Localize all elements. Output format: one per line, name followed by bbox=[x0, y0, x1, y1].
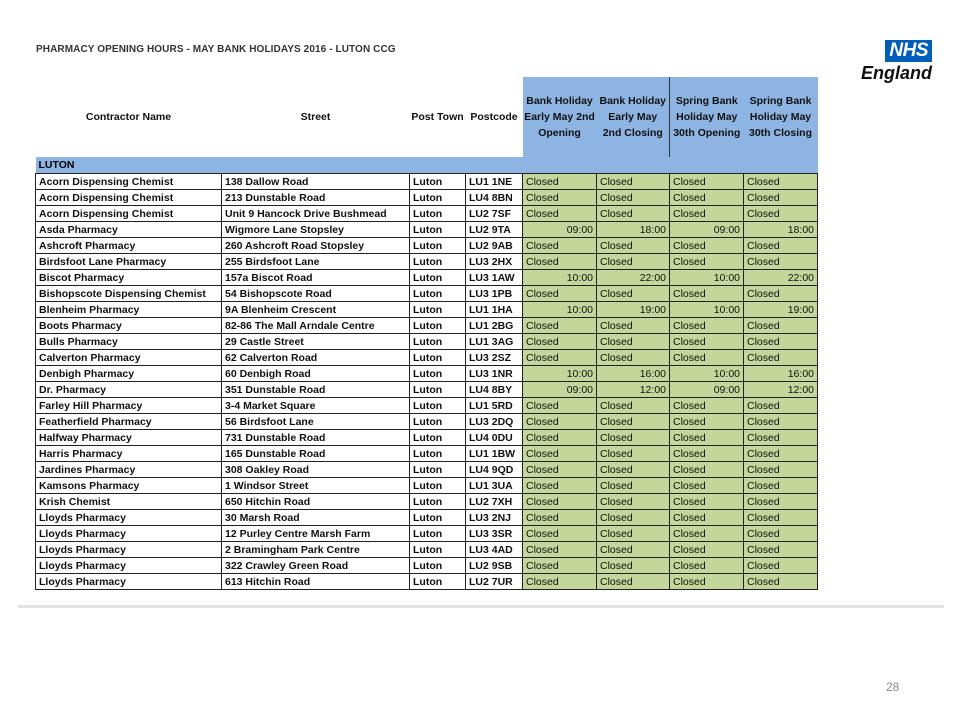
cell-early-may-opening: Closed bbox=[523, 334, 597, 350]
cell-spring-opening: Closed bbox=[670, 286, 744, 302]
table-row bbox=[36, 430, 818, 446]
cell-street: 731 Dunstable Road bbox=[222, 430, 410, 446]
header-street: Street bbox=[222, 77, 410, 157]
cell-early-may-opening: Closed bbox=[523, 526, 597, 542]
table-row bbox=[36, 334, 818, 350]
header-contractor-name: Contractor Name bbox=[36, 77, 222, 157]
table-row bbox=[36, 494, 818, 510]
cell-contractor-name: Halfway Pharmacy bbox=[36, 430, 222, 446]
cell-street: 322 Crawley Green Road bbox=[222, 558, 410, 574]
cell-early-may-closing: Closed bbox=[597, 174, 670, 190]
cell-postcode: LU3 2SZ bbox=[466, 350, 523, 366]
cell-early-may-closing: Closed bbox=[597, 510, 670, 526]
cell-post-town: Luton bbox=[410, 286, 466, 302]
cell-spring-opening: 09:00 bbox=[670, 222, 744, 238]
cell-spring-closing: Closed bbox=[744, 558, 818, 574]
table-row bbox=[36, 462, 818, 478]
cell-early-may-opening: Closed bbox=[523, 318, 597, 334]
table-row bbox=[36, 318, 818, 334]
cell-street: 9A Blenheim Crescent bbox=[222, 302, 410, 318]
cell-contractor-name: Asda Pharmacy bbox=[36, 222, 222, 238]
table-row bbox=[36, 558, 818, 574]
cell-early-may-opening: Closed bbox=[523, 558, 597, 574]
cell-street: 308 Oakley Road bbox=[222, 462, 410, 478]
cell-postcode: LU1 1HA bbox=[466, 302, 523, 318]
cell-spring-opening: Closed bbox=[670, 334, 744, 350]
region-row bbox=[36, 157, 818, 174]
cell-early-may-closing: Closed bbox=[597, 398, 670, 414]
cell-early-may-closing: Closed bbox=[597, 334, 670, 350]
table-row bbox=[36, 222, 818, 238]
cell-contractor-name: Lloyds Pharmacy bbox=[36, 510, 222, 526]
cell-spring-closing: Closed bbox=[744, 254, 818, 270]
cell-post-town: Luton bbox=[410, 318, 466, 334]
cell-spring-closing: Closed bbox=[744, 462, 818, 478]
cell-contractor-name: Calverton Pharmacy bbox=[36, 350, 222, 366]
opening-hours-table bbox=[35, 77, 818, 590]
table-row bbox=[36, 286, 818, 302]
table-row bbox=[36, 366, 818, 382]
cell-street: 138 Dallow Road bbox=[222, 174, 410, 190]
cell-early-may-opening: Closed bbox=[523, 494, 597, 510]
cell-postcode: LU3 2HX bbox=[466, 254, 523, 270]
cell-post-town: Luton bbox=[410, 222, 466, 238]
cell-postcode: LU2 7XH bbox=[466, 494, 523, 510]
cell-contractor-name: Biscot Pharmacy bbox=[36, 270, 222, 286]
cell-post-town: Luton bbox=[410, 414, 466, 430]
cell-post-town: Luton bbox=[410, 430, 466, 446]
cell-spring-closing: Closed bbox=[744, 238, 818, 254]
cell-spring-closing: Closed bbox=[744, 414, 818, 430]
table-row bbox=[36, 446, 818, 462]
cell-early-may-opening: Closed bbox=[523, 254, 597, 270]
cell-postcode: LU2 7UR bbox=[466, 574, 523, 590]
cell-contractor-name: Birdsfoot Lane Pharmacy bbox=[36, 254, 222, 270]
cell-early-may-opening: Closed bbox=[523, 510, 597, 526]
header-postcode: Postcode bbox=[466, 77, 523, 157]
cell-post-town: Luton bbox=[410, 270, 466, 286]
table-row bbox=[36, 510, 818, 526]
cell-postcode: LU1 2BG bbox=[466, 318, 523, 334]
cell-spring-closing: 12:00 bbox=[744, 382, 818, 398]
cell-early-may-closing: Closed bbox=[597, 286, 670, 302]
header-post-town: Post Town bbox=[410, 77, 466, 157]
cell-early-may-opening: Closed bbox=[523, 542, 597, 558]
cell-postcode: LU3 3SR bbox=[466, 526, 523, 542]
cell-postcode: LU1 3AG bbox=[466, 334, 523, 350]
cell-postcode: LU4 8BN bbox=[466, 190, 523, 206]
cell-contractor-name: Acorn Dispensing Chemist bbox=[36, 190, 222, 206]
cell-post-town: Luton bbox=[410, 446, 466, 462]
cell-spring-opening: Closed bbox=[670, 190, 744, 206]
cell-street: 1 Windsor Street bbox=[222, 478, 410, 494]
cell-street: 56 Birdsfoot Lane bbox=[222, 414, 410, 430]
table-row bbox=[36, 350, 818, 366]
cell-street: 650 Hitchin Road bbox=[222, 494, 410, 510]
cell-spring-opening: Closed bbox=[670, 494, 744, 510]
cell-street: 3-4 Market Square bbox=[222, 398, 410, 414]
cell-postcode: LU3 2NJ bbox=[466, 510, 523, 526]
cell-street: 2 Bramingham Park Centre bbox=[222, 542, 410, 558]
cell-spring-opening: Closed bbox=[670, 414, 744, 430]
cell-spring-closing: 22:00 bbox=[744, 270, 818, 286]
cell-postcode: LU2 9AB bbox=[466, 238, 523, 254]
cell-early-may-opening: Closed bbox=[523, 206, 597, 222]
cell-spring-opening: 10:00 bbox=[670, 270, 744, 286]
cell-street: 82-86 The Mall Arndale Centre bbox=[222, 318, 410, 334]
cell-early-may-closing: Closed bbox=[597, 350, 670, 366]
table-row bbox=[36, 254, 818, 270]
cell-post-town: Luton bbox=[410, 206, 466, 222]
cell-postcode: LU1 5RD bbox=[466, 398, 523, 414]
cell-spring-opening: Closed bbox=[670, 430, 744, 446]
cell-early-may-closing: Closed bbox=[597, 542, 670, 558]
cell-post-town: Luton bbox=[410, 254, 466, 270]
cell-contractor-name: Bulls Pharmacy bbox=[36, 334, 222, 350]
cell-spring-closing: Closed bbox=[744, 430, 818, 446]
cell-spring-opening: Closed bbox=[670, 174, 744, 190]
cell-early-may-opening: Closed bbox=[523, 446, 597, 462]
cell-contractor-name: Featherfield Pharmacy bbox=[36, 414, 222, 430]
cell-spring-opening: 10:00 bbox=[670, 302, 744, 318]
cell-spring-closing: Closed bbox=[744, 510, 818, 526]
cell-post-town: Luton bbox=[410, 462, 466, 478]
cell-street: Wigmore Lane Stopsley bbox=[222, 222, 410, 238]
cell-early-may-closing: Closed bbox=[597, 446, 670, 462]
cell-early-may-closing: Closed bbox=[597, 206, 670, 222]
cell-postcode: LU2 9SB bbox=[466, 558, 523, 574]
table-row bbox=[36, 302, 818, 318]
cell-contractor-name: Dr. Pharmacy bbox=[36, 382, 222, 398]
cell-early-may-opening: 09:00 bbox=[523, 382, 597, 398]
cell-postcode: LU1 1BW bbox=[466, 446, 523, 462]
cell-street: 260 Ashcroft Road Stopsley bbox=[222, 238, 410, 254]
header-early-may-opening: Bank Holiday Early May 2nd Opening bbox=[523, 77, 597, 157]
cell-contractor-name: Jardines Pharmacy bbox=[36, 462, 222, 478]
cell-early-may-opening: 10:00 bbox=[523, 270, 597, 286]
cell-postcode: LU3 2DQ bbox=[466, 414, 523, 430]
table-row bbox=[36, 414, 818, 430]
cell-contractor-name: Acorn Dispensing Chemist bbox=[36, 206, 222, 222]
header-spring-closing: Spring Bank Holiday May 30th Closing bbox=[744, 77, 818, 157]
cell-post-town: Luton bbox=[410, 382, 466, 398]
cell-early-may-closing: Closed bbox=[597, 238, 670, 254]
cell-early-may-closing: Closed bbox=[597, 478, 670, 494]
cell-early-may-opening: Closed bbox=[523, 238, 597, 254]
cell-early-may-closing: Closed bbox=[597, 254, 670, 270]
bottom-divider bbox=[18, 605, 944, 608]
table-row bbox=[36, 382, 818, 398]
cell-contractor-name: Kamsons Pharmacy bbox=[36, 478, 222, 494]
cell-spring-opening: Closed bbox=[670, 238, 744, 254]
opening-hours-table-container bbox=[35, 77, 818, 590]
page-number: 28 bbox=[886, 680, 900, 694]
header-early-may-closing: Bank Holiday Early May 2nd Closing bbox=[597, 77, 670, 157]
document-title: PHARMACY OPENING HOURS - MAY BANK HOLIDAYS 2016 - LUTON CCG bbox=[36, 44, 396, 55]
cell-street: 351 Dunstable Road bbox=[222, 382, 410, 398]
cell-early-may-opening: Closed bbox=[523, 174, 597, 190]
nhs-badge: NHS bbox=[885, 40, 932, 62]
cell-early-may-opening: Closed bbox=[523, 478, 597, 494]
cell-early-may-closing: Closed bbox=[597, 318, 670, 334]
cell-spring-closing: Closed bbox=[744, 318, 818, 334]
cell-postcode: LU3 1AW bbox=[466, 270, 523, 286]
cell-early-may-opening: Closed bbox=[523, 350, 597, 366]
cell-early-may-closing: 18:00 bbox=[597, 222, 670, 238]
cell-contractor-name: Harris Pharmacy bbox=[36, 446, 222, 462]
cell-spring-opening: Closed bbox=[670, 526, 744, 542]
table-row bbox=[36, 542, 818, 558]
cell-street: 60 Denbigh Road bbox=[222, 366, 410, 382]
cell-street: 29 Castle Street bbox=[222, 334, 410, 350]
cell-postcode: LU3 1PB bbox=[466, 286, 523, 302]
cell-contractor-name: Ashcroft Pharmacy bbox=[36, 238, 222, 254]
cell-contractor-name: Boots Pharmacy bbox=[36, 318, 222, 334]
cell-spring-opening: Closed bbox=[670, 446, 744, 462]
cell-spring-opening: 09:00 bbox=[670, 382, 744, 398]
table-row bbox=[36, 398, 818, 414]
cell-early-may-opening: 10:00 bbox=[523, 302, 597, 318]
cell-early-may-opening: 10:00 bbox=[523, 366, 597, 382]
cell-early-may-closing: Closed bbox=[597, 558, 670, 574]
cell-contractor-name: Blenheim Pharmacy bbox=[36, 302, 222, 318]
cell-early-may-opening: Closed bbox=[523, 398, 597, 414]
cell-early-may-closing: Closed bbox=[597, 190, 670, 206]
cell-post-town: Luton bbox=[410, 174, 466, 190]
cell-post-town: Luton bbox=[410, 190, 466, 206]
cell-post-town: Luton bbox=[410, 510, 466, 526]
cell-postcode: LU4 8BY bbox=[466, 382, 523, 398]
cell-spring-closing: Closed bbox=[744, 174, 818, 190]
cell-spring-closing: Closed bbox=[744, 574, 818, 590]
cell-early-may-closing: 16:00 bbox=[597, 366, 670, 382]
cell-spring-closing: 19:00 bbox=[744, 302, 818, 318]
cell-spring-closing: Closed bbox=[744, 334, 818, 350]
cell-postcode: LU3 1NR bbox=[466, 366, 523, 382]
cell-spring-opening: Closed bbox=[670, 574, 744, 590]
cell-street: 12 Purley Centre Marsh Farm bbox=[222, 526, 410, 542]
cell-street: 30 Marsh Road bbox=[222, 510, 410, 526]
cell-early-may-closing: Closed bbox=[597, 574, 670, 590]
cell-contractor-name: Lloyds Pharmacy bbox=[36, 574, 222, 590]
table-row bbox=[36, 270, 818, 286]
cell-street: 62 Calverton Road bbox=[222, 350, 410, 366]
cell-postcode: LU1 3UA bbox=[466, 478, 523, 494]
cell-spring-closing: Closed bbox=[744, 206, 818, 222]
cell-spring-closing: Closed bbox=[744, 190, 818, 206]
cell-street: Unit 9 Hancock Drive Bushmead bbox=[222, 206, 410, 222]
cell-contractor-name: Lloyds Pharmacy bbox=[36, 526, 222, 542]
table-row bbox=[36, 526, 818, 542]
cell-spring-closing: Closed bbox=[744, 446, 818, 462]
cell-contractor-name: Krish Chemist bbox=[36, 494, 222, 510]
cell-street: 213 Dunstable Road bbox=[222, 190, 410, 206]
cell-spring-opening: Closed bbox=[670, 318, 744, 334]
cell-early-may-closing: Closed bbox=[597, 414, 670, 430]
cell-post-town: Luton bbox=[410, 494, 466, 510]
cell-post-town: Luton bbox=[410, 574, 466, 590]
cell-spring-closing: Closed bbox=[744, 286, 818, 302]
cell-post-town: Luton bbox=[410, 558, 466, 574]
cell-spring-opening: Closed bbox=[670, 558, 744, 574]
cell-early-may-closing: Closed bbox=[597, 526, 670, 542]
cell-early-may-opening: Closed bbox=[523, 190, 597, 206]
cell-early-may-opening: Closed bbox=[523, 430, 597, 446]
table-header-row bbox=[36, 77, 818, 157]
cell-spring-closing: Closed bbox=[744, 478, 818, 494]
table-row bbox=[36, 174, 818, 190]
cell-spring-opening: Closed bbox=[670, 462, 744, 478]
cell-spring-closing: 18:00 bbox=[744, 222, 818, 238]
cell-postcode: LU2 7SF bbox=[466, 206, 523, 222]
cell-spring-closing: Closed bbox=[744, 398, 818, 414]
cell-contractor-name: Lloyds Pharmacy bbox=[36, 542, 222, 558]
cell-contractor-name: Farley Hill Pharmacy bbox=[36, 398, 222, 414]
cell-early-may-closing: Closed bbox=[597, 494, 670, 510]
table-row bbox=[36, 190, 818, 206]
cell-early-may-closing: Closed bbox=[597, 430, 670, 446]
cell-early-may-closing: 22:00 bbox=[597, 270, 670, 286]
cell-contractor-name: Lloyds Pharmacy bbox=[36, 558, 222, 574]
cell-street: 157a Biscot Road bbox=[222, 270, 410, 286]
cell-street: 54 Bishopscote Road bbox=[222, 286, 410, 302]
cell-spring-closing: Closed bbox=[744, 350, 818, 366]
cell-early-may-closing: Closed bbox=[597, 462, 670, 478]
cell-spring-closing: Closed bbox=[744, 526, 818, 542]
cell-spring-opening: Closed bbox=[670, 350, 744, 366]
nhs-org-name: England bbox=[861, 63, 932, 83]
table-row bbox=[36, 238, 818, 254]
cell-street: 165 Dunstable Road bbox=[222, 446, 410, 462]
table-row bbox=[36, 574, 818, 590]
cell-street: 613 Hitchin Road bbox=[222, 574, 410, 590]
cell-contractor-name: Acorn Dispensing Chemist bbox=[36, 174, 222, 190]
cell-early-may-opening: 09:00 bbox=[523, 222, 597, 238]
cell-postcode: LU4 9QD bbox=[466, 462, 523, 478]
cell-post-town: Luton bbox=[410, 398, 466, 414]
cell-early-may-opening: Closed bbox=[523, 462, 597, 478]
table-row bbox=[36, 206, 818, 222]
cell-spring-opening: Closed bbox=[670, 254, 744, 270]
cell-post-town: Luton bbox=[410, 350, 466, 366]
cell-post-town: Luton bbox=[410, 526, 466, 542]
cell-post-town: Luton bbox=[410, 238, 466, 254]
cell-postcode: LU4 0DU bbox=[466, 430, 523, 446]
cell-post-town: Luton bbox=[410, 366, 466, 382]
cell-spring-opening: Closed bbox=[670, 510, 744, 526]
cell-spring-closing: Closed bbox=[744, 494, 818, 510]
cell-street: 255 Birdsfoot Lane bbox=[222, 254, 410, 270]
cell-postcode: LU1 1NE bbox=[466, 174, 523, 190]
cell-spring-closing: 16:00 bbox=[744, 366, 818, 382]
cell-contractor-name: Denbigh Pharmacy bbox=[36, 366, 222, 382]
cell-post-town: Luton bbox=[410, 478, 466, 494]
cell-postcode: LU2 9TA bbox=[466, 222, 523, 238]
cell-postcode: LU3 4AD bbox=[466, 542, 523, 558]
cell-post-town: Luton bbox=[410, 542, 466, 558]
cell-spring-closing: Closed bbox=[744, 542, 818, 558]
cell-early-may-opening: Closed bbox=[523, 286, 597, 302]
cell-early-may-closing: 12:00 bbox=[597, 382, 670, 398]
cell-spring-opening: 10:00 bbox=[670, 366, 744, 382]
cell-post-town: Luton bbox=[410, 334, 466, 350]
header-spring-opening: Spring Bank Holiday May 30th Opening bbox=[670, 77, 744, 157]
cell-spring-opening: Closed bbox=[670, 478, 744, 494]
region-label: LUTON bbox=[36, 157, 818, 174]
cell-spring-opening: Closed bbox=[670, 206, 744, 222]
cell-early-may-opening: Closed bbox=[523, 574, 597, 590]
cell-spring-opening: Closed bbox=[670, 398, 744, 414]
table-body bbox=[36, 174, 818, 590]
cell-early-may-closing: 19:00 bbox=[597, 302, 670, 318]
cell-post-town: Luton bbox=[410, 302, 466, 318]
nhs-england-logo bbox=[852, 40, 932, 84]
cell-contractor-name: Bishopscote Dispensing Chemist bbox=[36, 286, 222, 302]
cell-early-may-opening: Closed bbox=[523, 414, 597, 430]
cell-spring-opening: Closed bbox=[670, 542, 744, 558]
table-row bbox=[36, 478, 818, 494]
